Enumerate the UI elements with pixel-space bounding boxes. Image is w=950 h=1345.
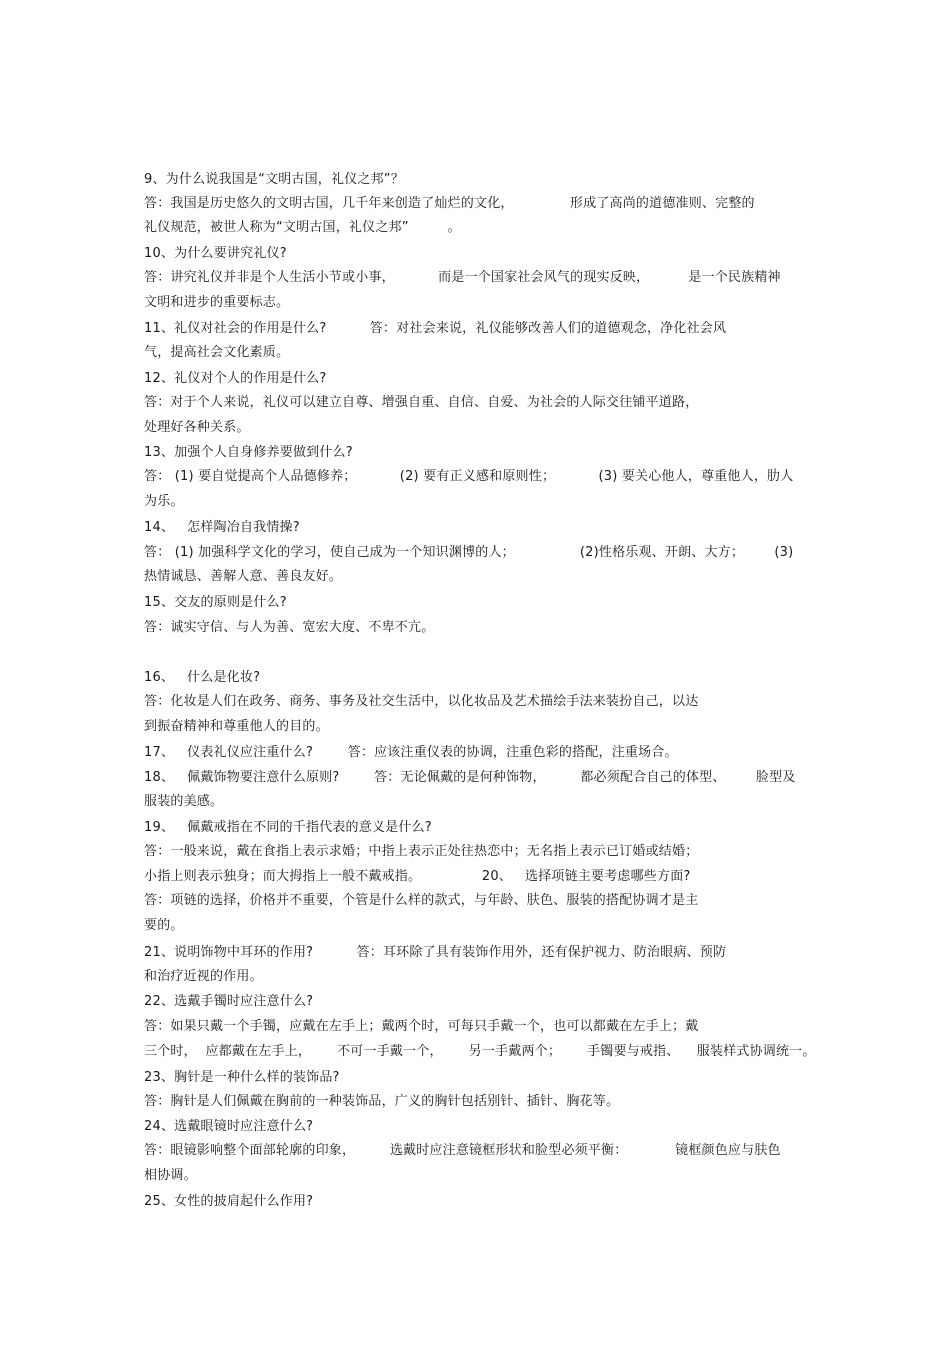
answer-21-line-2: 和治疗近视的作用。 — [144, 969, 263, 984]
answer-9-line-1: 答：我国是历史悠久的文明古国，几千年来创造了灿烂的文化， 形成了高尚的道德准则、完整的 — [144, 196, 755, 211]
answer-22-line-1: 答：如果只戴一个手镯，应戴在左手上；戴两个时，可每只手戴一个，也可以都戴在左手上；戴 — [144, 1019, 699, 1034]
answer-18-line-2: 服装的美感。 — [144, 794, 224, 809]
answer-19-line-1: 答：一般来说，戴在食指上表示求婚；中指上表示正处往热恋中；无名指上表示已订婚或结婚； — [144, 844, 699, 859]
question-answer-18-line-1: 18、 佩戴饰物要注意什么原则? 答：无论佩戴的是何种饰物， 都必须配合自己的体型、 脸型及 — [144, 770, 796, 785]
answer-15: 答：诚实守信、与人为善、宽宏大度、不卑不亢。 — [144, 620, 435, 635]
question-19: 19、 佩戴戒指在不同的千指代表的意义是什么? — [144, 820, 432, 835]
answer-11-line-2: 气，提高社会文化素质。 — [144, 345, 290, 360]
question-answer-21-line-1: 21、说明饰物中耳环的作用? 答：耳环除了具有装饰作用外，还有保护视力、防治眼病、预防 — [144, 945, 727, 960]
answer-9-line-2: 礼仪规范，被世人称为“文明古国，礼仪之邦” 。 — [144, 220, 461, 235]
question-23: 23、胸针是一种什么样的装饰品? — [144, 1070, 340, 1085]
answer-20-line-1: 答：项链的选择，价格并不重要，个管是什么样的款式，与年龄、肤色、服装的搭配协调才是主 — [144, 893, 699, 908]
question-22: 22、选戴手镯时应注意什么? — [144, 994, 314, 1009]
question-25: 25、女性的披肩起什么作用? — [144, 1194, 314, 1209]
answer-16-line-1: 答：化妆是人们在政务、商务、事务及社交生活中，以化妆品及艺术描绘手法来装扮自己，以达 — [144, 694, 699, 709]
question-answer-17: 17、 仪表礼仪应注重什么? 答：应该注重仪表的协调，注重色彩的搭配，注重场合。 — [144, 745, 678, 760]
question-9: 9、为什么说我国是“文明古国，礼仪之邦”？ — [144, 172, 404, 187]
answer-19-line-2-question-20: 小指上则表示独身；而大拇指上一般不戴戒指。 20、 选择项链主要考虑哪些方面? — [144, 869, 691, 884]
answer-12-line-1: 答：对于个人来说，礼仪可以建立自尊、增强自重、自信、自爱、为社会的人际交往铺平道路， — [144, 395, 699, 410]
answer-23: 答：胸针是人们佩戴在胸前的一种装饰品，广义的胸针包括别针、插针、胸花等。 — [144, 1094, 620, 1109]
answer-13-line-2: 为乐。 — [144, 494, 184, 509]
answer-10-line-1: 答：讲究礼仪并非是个人生活小节或小事， 而是一个国家社会风气的现实反映， 是一个民族精神 — [144, 270, 781, 285]
answer-24-line-1: 答：眼镜影响整个面部轮廓的印象， 选戴时应注意镜框形状和脸型必须平衡： 镜框颜色应与肤色 — [144, 1143, 781, 1158]
answer-12-line-2: 处理好各种关系。 — [144, 420, 250, 435]
question-answer-11-line-1: 11、礼仪对社会的作用是什么? 答：对社会来说，礼仪能够改善人们的道德观念，净化社会风 — [144, 321, 727, 336]
question-14: 14、 怎样陶冶自我情操? — [144, 520, 300, 535]
answer-14-line-1: 答： (1) 加强科学文化的学习，使自己成为一个知识渊博的人； (2)性格乐观、开朗、大方； (3) — [144, 545, 794, 560]
answer-14-line-2: 热情诚恳、善解人意、善良友好。 — [144, 569, 343, 584]
question-12: 12、礼仪对个人的作用是什么? — [144, 371, 327, 386]
answer-16-line-2: 到振奋精神和尊重他人的目的。 — [144, 719, 329, 734]
answer-22-line-2: 三个时， 应都戴在左手上， 不可一手戴一个， 另一手戴两个； 手镯要与戒指、 服装样式协调统一。 — [144, 1044, 816, 1059]
question-13: 13、加强个人自身修养要做到什么? — [144, 445, 353, 460]
question-24: 24、选戴眼镜时应注意什么? — [144, 1119, 314, 1134]
answer-20-line-2: 要的。 — [144, 918, 184, 933]
question-15: 15、交友的原则是什么? — [144, 595, 287, 610]
answer-10-line-2: 文明和进步的重要标志。 — [144, 295, 290, 310]
question-16: 16、 什么是化妆? — [144, 670, 261, 685]
answer-13-line-1: 答： (1) 要自觉提高个人品德修养； (2) 要有正义感和原则性； (3) 要关心他人，尊重他人，肋人 — [144, 469, 794, 484]
answer-24-line-2: 相协调。 — [144, 1168, 197, 1183]
question-10: 10、为什么要讲究礼仪? — [144, 246, 287, 261]
